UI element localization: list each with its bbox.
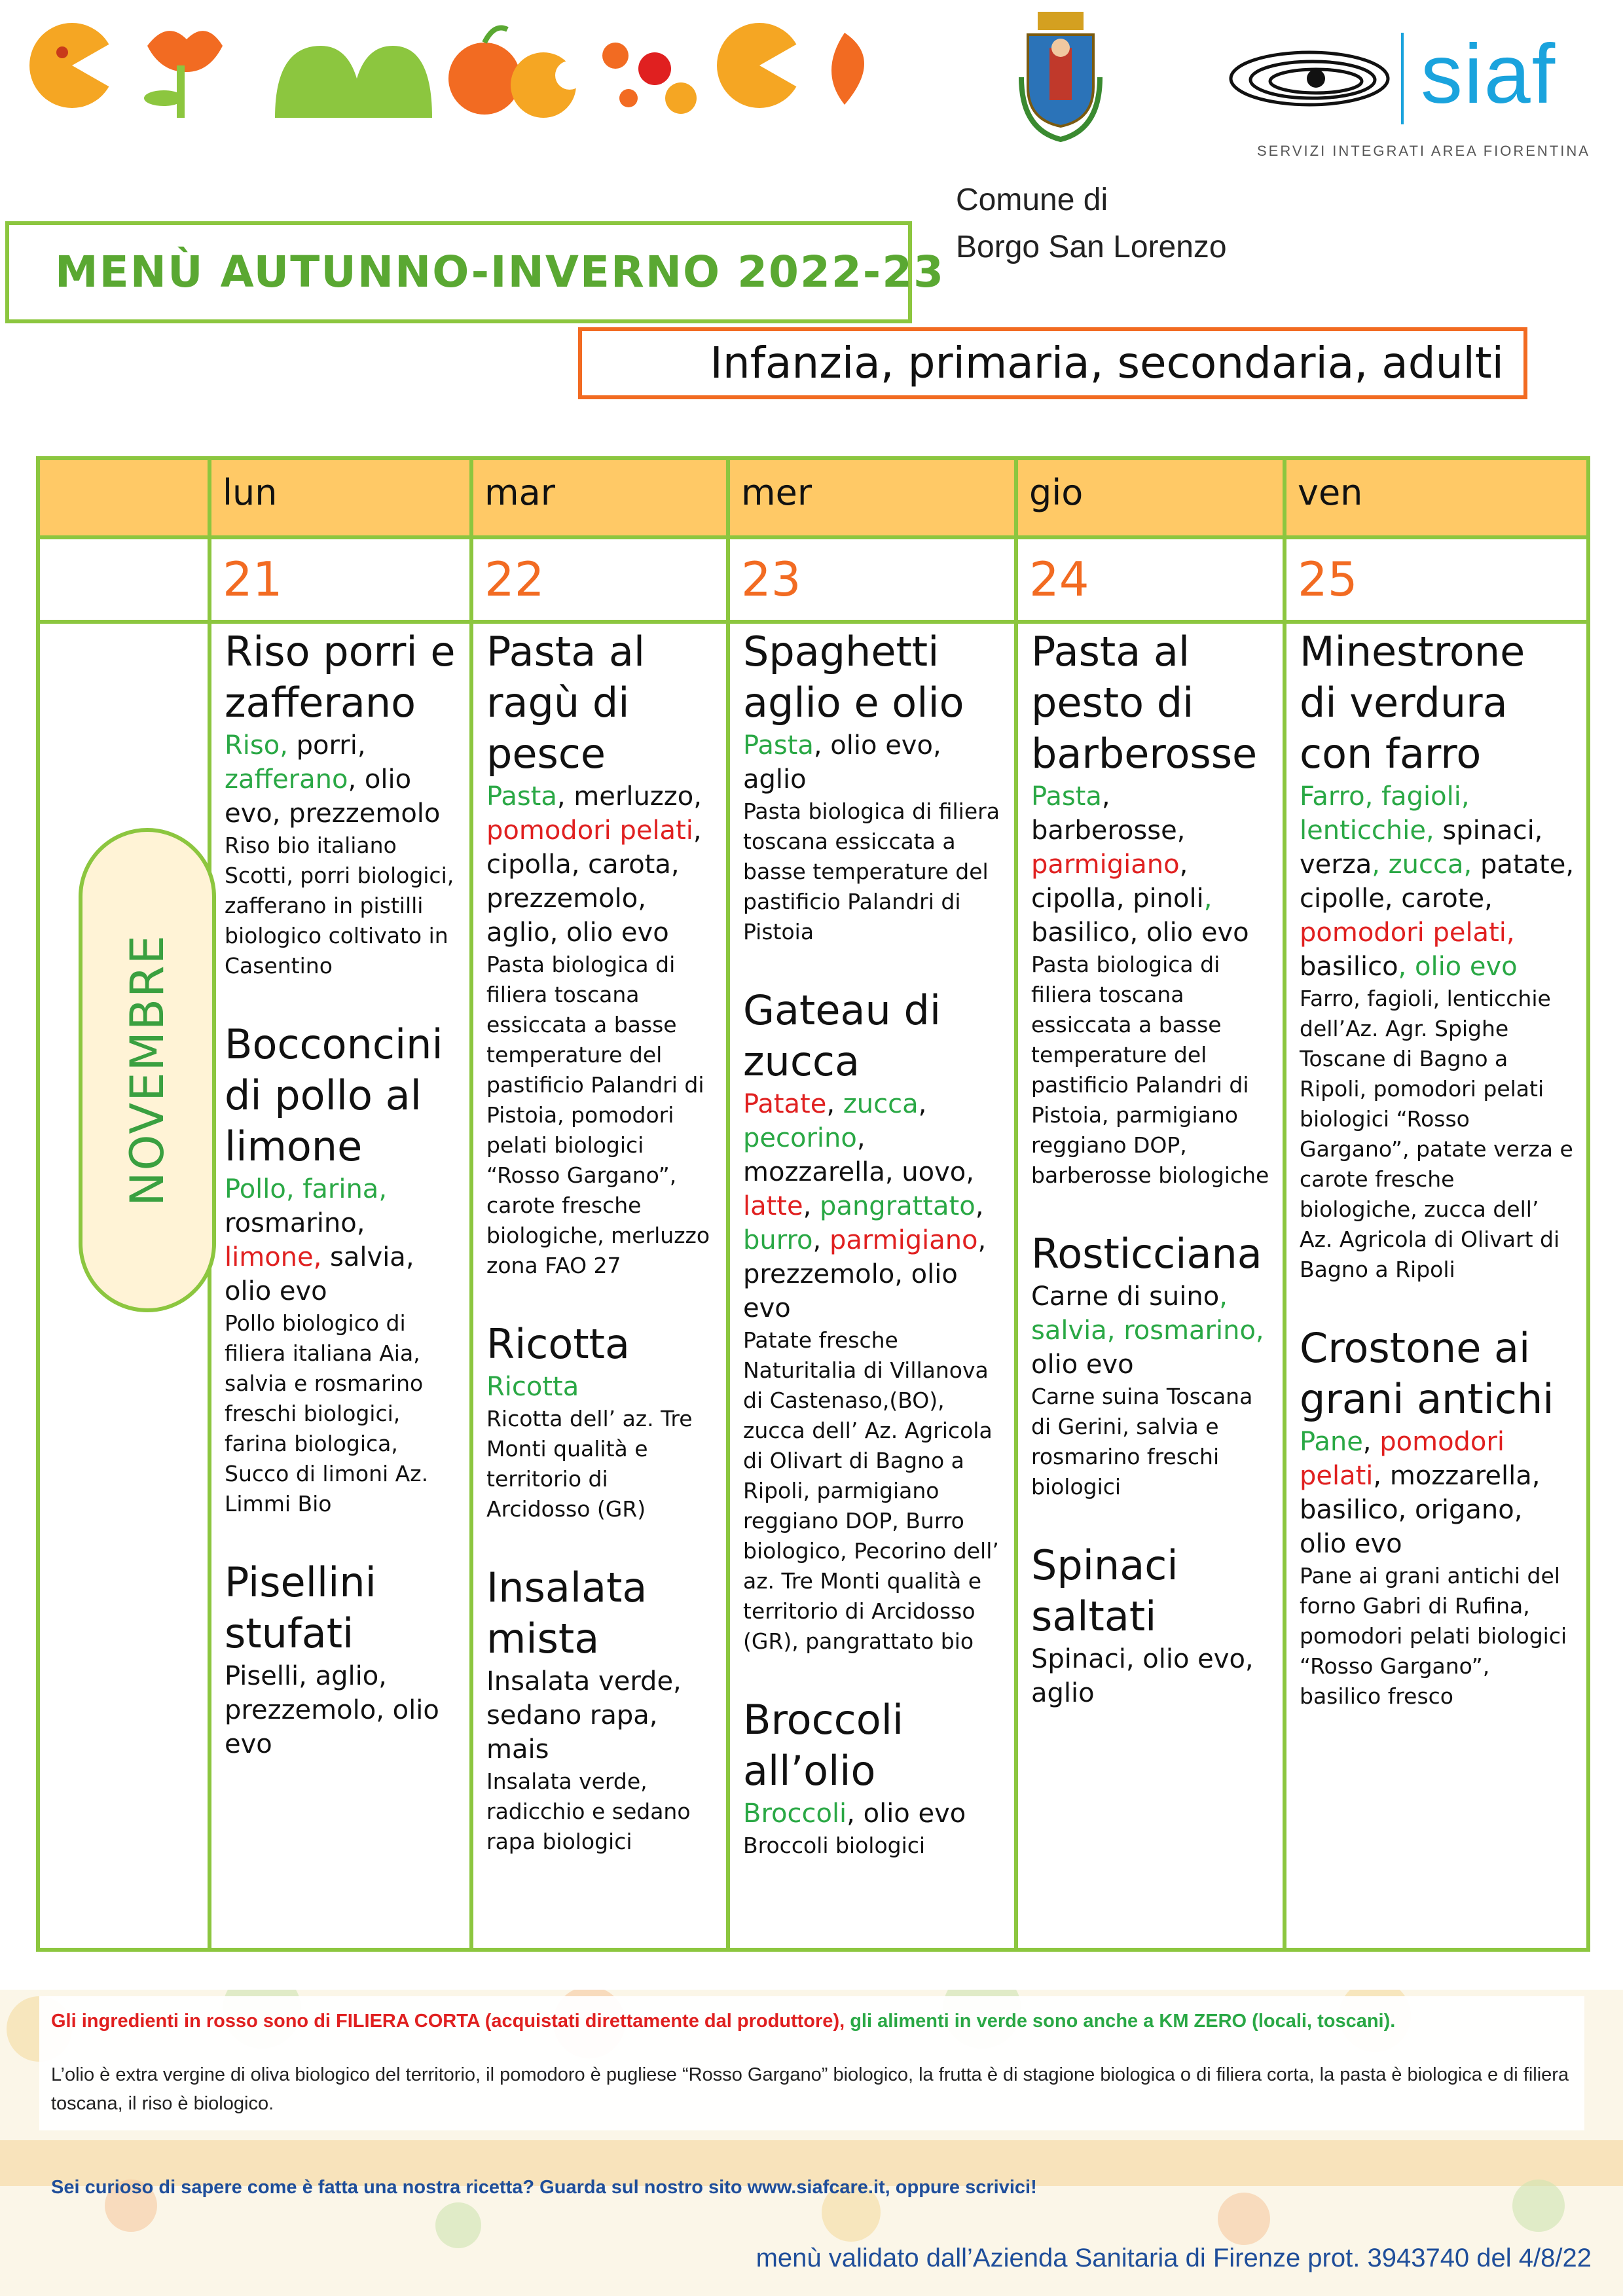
dish-name: Pasta al ragù di pesce xyxy=(486,628,646,778)
day-header-gio xyxy=(1016,456,1285,537)
comune-line-2: Borgo San Lorenzo xyxy=(956,230,1227,264)
ingredient: Carne di suino xyxy=(1031,1282,1220,1312)
ingredient-km-zero: Pane xyxy=(1300,1427,1363,1457)
ingredient-filiera-corta: pomodori pelati xyxy=(1300,1427,1504,1491)
dish-ingredients xyxy=(743,1087,1001,1325)
ingredient: , xyxy=(803,1191,820,1221)
day-name-lun: lun xyxy=(223,472,278,513)
date-gio xyxy=(1016,537,1285,621)
dish-description: Riso bio italiano Scotti, porri biologici, zafferano in pistilli biologico coltivato in Casentino xyxy=(225,833,454,978)
dish-description: Pane ai grani antichi del forno Gabri di Rufina, pomodori pelati biologici “Rosso Gargano”, basilico fresco xyxy=(1300,1563,1567,1709)
siaf-brand-text: siaf xyxy=(1421,27,1557,121)
grid-line xyxy=(36,1948,1590,1952)
color-legend-note xyxy=(51,2011,1395,2032)
ingredient: , xyxy=(826,1089,843,1119)
recipe-note: Sei curioso di sapere come è fatta una nostra ricetta? Guarda sul nostro sito www.siafcare.it, oppure scrivici! xyxy=(51,2177,1037,2198)
comune-line-1: Comune di xyxy=(956,183,1108,217)
dish-gio-2 xyxy=(1031,1229,1269,1502)
dish-description: Insalata verde, radicchio e sedano rapa biologici xyxy=(486,1768,691,1854)
ingredient: , barberosse, xyxy=(1031,781,1186,846)
month-label-pill xyxy=(79,828,216,1312)
dish-gio-3 xyxy=(1031,1540,1269,1710)
dish-name: Crostone ai grani antichi xyxy=(1300,1324,1554,1423)
validation-note: menù validato dall’Azienda Sanitaria di Firenze prot. 3943740 del 4/8/22 xyxy=(756,2244,1592,2272)
day-name-mer: mer xyxy=(741,472,812,513)
dish-name: Pasta al pesto di barberosse xyxy=(1031,628,1258,778)
dish-mar-3 xyxy=(486,1562,713,1857)
dish-description: Pasta biologica di filiera toscana essiccata a basse temperature del pastificio Palandri di Pistoia, parmigiano reggiano DOP, barberosse biologiche xyxy=(1031,952,1269,1188)
dish-ingredients: Insalata verde, sedano rapa, mais xyxy=(486,1666,682,1765)
ingredient-km-zero: Pasta xyxy=(486,781,557,812)
ingredient-km-zero: , xyxy=(1372,850,1389,880)
dish-gio-1 xyxy=(1031,626,1269,1191)
date-mer xyxy=(728,537,1016,621)
day-name-ven: ven xyxy=(1298,472,1363,513)
date-ven xyxy=(1285,537,1590,621)
ingredient: porri, xyxy=(287,730,366,761)
ingredient: , xyxy=(918,1089,927,1119)
ingredient-km-zero: Riso, xyxy=(225,730,288,761)
day-header-ven xyxy=(1285,456,1590,537)
dish-ingredients xyxy=(486,1370,713,1404)
dish-description: Pasta biologica di filiera toscana essiccata a basse temperature del pastificio Palandri di Pistoia, pomodori pelati biologici “Rosso Gargano”, carote fresche biologiche, merluzzo zona FAO 27 xyxy=(486,952,710,1278)
dish-mer-2 xyxy=(743,985,1001,1657)
menu-table xyxy=(36,456,1590,1952)
dish-ingredients xyxy=(1300,1425,1575,1561)
grid-line xyxy=(36,535,1590,539)
ingredient: spinaci, verza xyxy=(1300,816,1543,880)
date-number-mer: 23 xyxy=(741,552,801,607)
ingredient: , xyxy=(1362,1427,1380,1457)
ingredient: , xyxy=(975,1191,984,1221)
ingredient: , mozzarella, basilico, origano, olio evo xyxy=(1300,1461,1541,1559)
grid-line xyxy=(36,620,1590,624)
date-number-mar: 22 xyxy=(484,552,545,607)
dish-name: Minestrone di verdura con farro xyxy=(1300,628,1525,778)
date-lun xyxy=(210,537,471,621)
dish-mer-3 xyxy=(743,1695,1001,1861)
ingredient-km-zero: Ricotta xyxy=(486,1372,579,1402)
date-number-gio: 24 xyxy=(1029,552,1089,607)
dish-name: Gateau di zucca xyxy=(743,986,941,1085)
dish-description: Pasta biologica di filiera toscana essiccata a basse temperature del pastificio Palandri di Pistoia xyxy=(743,798,1000,944)
ingredient-km-zero: zafferano xyxy=(225,764,348,795)
ingredient: basilico, olio evo xyxy=(1031,918,1249,948)
dish-lun-3 xyxy=(225,1557,456,1761)
legend-km-zero: gli alimenti in verde sono anche a KM ZERO (locali, toscani). xyxy=(845,2011,1396,2032)
ingredient: , cipolla, pinoli xyxy=(1031,850,1204,914)
ingredient: , olio evo, prezzemolo xyxy=(225,764,441,829)
dish-name: Rosticciana xyxy=(1031,1230,1262,1278)
ingredient-km-zero: Pasta xyxy=(743,730,814,761)
ingredient: , xyxy=(812,1225,830,1255)
dish-ven-1 xyxy=(1300,626,1575,1285)
menu-column-mar xyxy=(473,625,726,1857)
day-name-gio: gio xyxy=(1029,472,1084,513)
comune-name xyxy=(956,177,1227,271)
siaf-logo xyxy=(1224,26,1617,157)
ingredient-filiera-corta: pomodori pelati, xyxy=(1300,918,1515,948)
dish-ingredients xyxy=(1031,780,1269,950)
date-number-ven: 25 xyxy=(1298,552,1358,607)
menu-column-lun xyxy=(211,625,469,1761)
ingredient: , merluzzo, xyxy=(556,781,702,812)
dish-description: Ricotta dell’ az. Tre Monti qualità e territorio di Arcidosso (GR) xyxy=(486,1406,693,1522)
ingredient: , prezzemolo, olio evo xyxy=(743,1225,987,1323)
ingredient-filiera-corta: limone, xyxy=(225,1242,322,1272)
menu-column-ven xyxy=(1286,625,1588,1712)
menu-title-box xyxy=(5,221,945,323)
menu-title: MENÙ AUTUNNO-INVERNO 2022-23 xyxy=(55,247,945,297)
ingredient-filiera-corta: pomodori pelati xyxy=(486,816,693,846)
ingredient-km-zero: pangrattato xyxy=(820,1191,976,1221)
ingredient: , olio evo xyxy=(225,1242,414,1306)
ingredient-km-zero: zucca xyxy=(843,1089,919,1119)
dish-name: Broccoli all’olio xyxy=(743,1696,904,1795)
dish-ven-2 xyxy=(1300,1323,1575,1712)
ingredient: basilico xyxy=(1300,952,1398,982)
ingredient-km-zero: Pollo, farina, xyxy=(225,1174,388,1204)
day-header-mar xyxy=(471,456,728,537)
dish-name: Spinaci saltati xyxy=(1031,1541,1178,1640)
ingredient: patate, cipolle, carote, xyxy=(1300,850,1575,914)
ingredient-filiera-corta: latte xyxy=(743,1191,803,1221)
dish-ingredients: Spinaci, olio evo, aglio xyxy=(1031,1644,1254,1708)
day-header-lun xyxy=(210,456,471,537)
ingredient: rosmarino, xyxy=(225,1208,365,1238)
ingredient: olio evo xyxy=(1031,1350,1134,1380)
legend-filiera-corta: Gli ingredienti in rosso sono di FILIERA CORTA (acquistati direttamente dal produttore), xyxy=(51,2011,845,2032)
siaf-swirl-icon xyxy=(1224,39,1395,118)
date-number-lun: 21 xyxy=(223,552,283,607)
dish-ingredients xyxy=(225,728,456,831)
dish-name: Pisellini stufati xyxy=(225,1558,376,1657)
dish-description: Pollo biologico di filiera italiana Aia, salvia e rosmarino freschi biologici, farina biologica, Succo di limoni Az. Limmi Bio xyxy=(225,1310,429,1516)
ingredient-km-zero: Broccoli xyxy=(743,1799,847,1829)
ingredient: , cipolla, carota, prezzemolo, aglio, olio evo xyxy=(486,816,702,948)
ingredient: , mozzarella, uovo, xyxy=(743,1123,974,1187)
dish-mar-1 xyxy=(486,626,713,1281)
dish-ingredients: Piselli, aglio, prezzemolo, olio evo xyxy=(225,1661,439,1759)
decorative-fruit-banner xyxy=(26,20,890,118)
ingredient: , olio evo, aglio xyxy=(743,730,941,795)
dish-ingredients xyxy=(1031,1280,1269,1382)
dish-description: Patate fresche Naturitalia di Villanova di Castenaso,(BO), zucca dell’ Az. Agricola di Olivart di Bagno a Ripoli, parmigiano reggiano DOP, Burro biologico, Pecorino dell’ az. Tre Monti qualità e territorio di Arcidosso (GR), pangrattato bio xyxy=(743,1327,999,1654)
menu-column-mer xyxy=(730,625,1014,1861)
dish-description: Carne suina Toscana di Gerini, salvia e rosmarino freschi biologici xyxy=(1031,1384,1253,1499)
comune-crest-logo xyxy=(1018,12,1103,143)
ingredient: , olio evo xyxy=(847,1799,966,1829)
day-header-mer xyxy=(728,456,1016,537)
dish-description: Farro, fagioli, lenticchie dell’Az. Agr. Spighe Toscane di Bagno a Ripoli, pomodori pelati biologici “Rosso Gargano”, patate verza e carote fresche biologiche, zucca dell’ Az. Agricola di Olivart di Bagno a Ripoli xyxy=(1300,986,1573,1282)
audience-subtitle: Infanzia, primaria, secondaria, adulti xyxy=(710,338,1504,388)
dish-mer-1 xyxy=(743,626,1001,947)
ingredients-note: L’olio è extra vergine di oliva biologico del territorio, il pomodoro è pugliese “Rosso Gargano” biologico, la frutta è di stagione biologica o di filiera corta, la pasta è biologica e di filiera toscana, il riso è biologico. xyxy=(51,2064,1569,2114)
dish-name: Insalata mista xyxy=(486,1564,647,1662)
dish-name: Bocconcini di pollo al limone xyxy=(225,1020,443,1170)
dish-description: Broccoli biologici xyxy=(743,1833,926,1858)
dish-mar-2 xyxy=(486,1319,713,1524)
dish-ingredients xyxy=(743,728,1001,797)
date-mar xyxy=(471,537,728,621)
dish-ingredients xyxy=(1300,780,1575,984)
ingredient-km-zero: Farro, fagioli, lenticchie, xyxy=(1300,781,1470,846)
ingredient-km-zero: Pasta xyxy=(1031,781,1102,812)
dish-lun-1 xyxy=(225,626,456,981)
ingredient-filiera-corta: Patate xyxy=(743,1089,827,1119)
grid-line xyxy=(36,456,1590,460)
dish-name: Ricotta xyxy=(486,1320,630,1368)
ingredient-km-zero: , xyxy=(1203,884,1213,914)
dish-lun-2 xyxy=(225,1019,456,1519)
ingredient-km-zero: burro xyxy=(743,1225,813,1255)
audience-box xyxy=(578,327,1527,399)
dish-ingredients xyxy=(743,1797,1001,1831)
siaf-divider xyxy=(1401,33,1404,124)
siaf-subtitle: SERVIZI INTEGRATI AREA FIORENTINA xyxy=(1257,143,1590,159)
dish-name: Riso porri e zafferano xyxy=(225,628,456,726)
day-name-mar: mar xyxy=(484,472,555,513)
dish-ingredients xyxy=(486,780,713,950)
dish-ingredients xyxy=(225,1172,456,1308)
ingredient: salvia xyxy=(321,1242,406,1272)
month-label: NOVEMBRE xyxy=(120,934,174,1206)
ingredient-km-zero: , olio evo xyxy=(1398,952,1518,982)
menu-column-gio xyxy=(1018,625,1283,1710)
grid-line xyxy=(36,456,40,1952)
ingredient-km-zero: pecorino xyxy=(743,1123,857,1153)
ingredient-filiera-corta: parmigiano xyxy=(829,1225,978,1255)
ingredient-km-zero: zucca, xyxy=(1388,850,1472,880)
ingredient-km-zero: , salvia, rosmarino, xyxy=(1031,1282,1264,1346)
dish-name: Spaghetti aglio e olio xyxy=(743,628,964,726)
ingredient-filiera-corta: parmigiano xyxy=(1031,850,1180,880)
